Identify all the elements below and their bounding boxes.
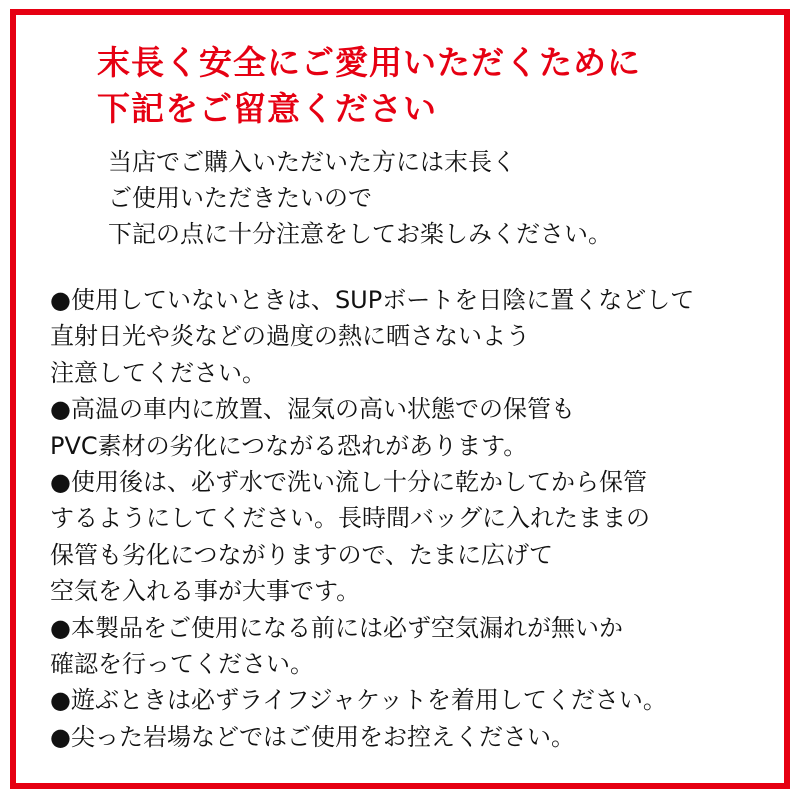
caution-line: 確認を行ってください。 — [50, 650, 314, 679]
caution-line: ●本製品をご使用になる前には必ず空気漏れが無いか — [50, 613, 623, 642]
caution-item-heat-humidity — [50, 391, 694, 464]
caution-item-wash-dry — [50, 464, 694, 610]
caution-line: ●使用していないときは、SUPボートを日陰に置くなどして — [50, 286, 695, 314]
caution-line: ●使用後は、必ず水で洗い流し十分に乾かしてから保管 — [50, 468, 647, 497]
caution-list — [50, 282, 694, 755]
caution-line: 保管も劣化につながりますので、たまに広げて — [50, 540, 554, 569]
caution-item-life-jacket — [50, 682, 694, 718]
caution-item-shade-storage — [50, 282, 694, 391]
caution-line: 空気を入れる事が大事です。 — [50, 577, 361, 606]
caution-line: PVC素材の劣化につながる恐れがあります。 — [50, 431, 528, 460]
notice-title-line: 末長く安全にご愛用いただくために — [97, 43, 641, 82]
notice-title-line: 下記をご留意ください — [97, 89, 437, 128]
caution-line: ●高温の車内に放置、湿気の高い状態での保管も — [50, 395, 575, 424]
caution-line: 直射日光や炎などの過度の熱に晒さないよう — [50, 322, 530, 351]
intro-paragraph — [108, 144, 612, 252]
caution-line: するようにしてください。長時間バッグに入れたままの — [50, 504, 650, 533]
intro-line: 下記の点に十分注意をしてお楽しみください。 — [108, 220, 612, 248]
caution-line: ●遊ぶときは必ずライフジャケットを着用してください。 — [50, 686, 667, 715]
notice-title — [97, 40, 641, 132]
caution-line: ●尖った岩場などではご使用をお控えください。 — [50, 722, 575, 751]
intro-line: 当店でご購入いただいた方には末長く — [108, 148, 516, 176]
intro-line: ご使用いただきたいので — [108, 184, 372, 212]
caution-item-rocky-areas — [50, 719, 694, 755]
caution-line: 注意してください。 — [50, 358, 266, 387]
caution-item-leak-check — [50, 610, 694, 683]
